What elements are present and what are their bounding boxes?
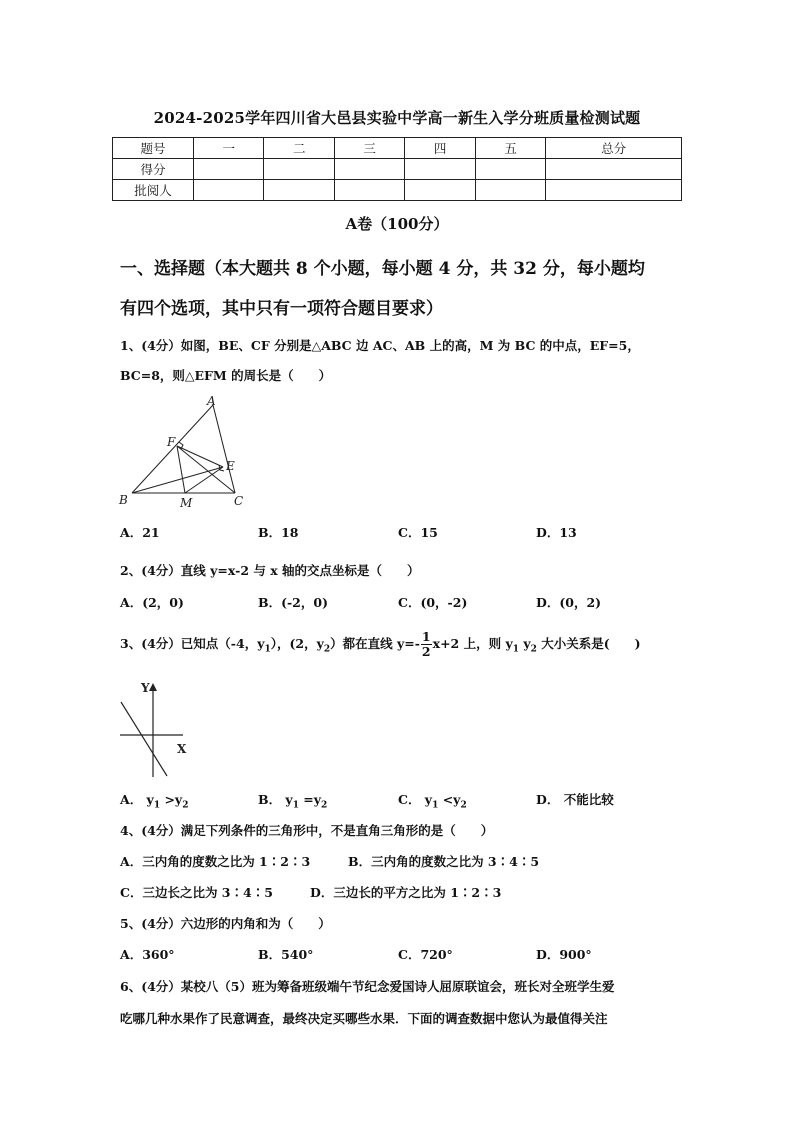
segment-fm	[177, 446, 185, 493]
subscript: 2	[530, 644, 537, 655]
table-cell	[194, 180, 264, 201]
altitude-be	[132, 467, 223, 493]
y-axis-arrow-icon	[149, 683, 157, 691]
subscript: 1	[264, 644, 271, 655]
part-title-line2: 有四个选项，其中只有一项符合题目要求）	[120, 299, 443, 319]
q2-option-a[interactable]: A．(2，0)	[120, 595, 184, 610]
side-ac	[213, 405, 235, 493]
q3-option-a[interactable]	[120, 790, 188, 811]
subscript: 2	[323, 644, 331, 655]
q3-option-b[interactable]	[258, 790, 327, 811]
q3-stem-text: y	[518, 636, 531, 651]
table-cell: 二	[264, 138, 334, 159]
q3-stem-text: 3、(4分）已知点（-4，y	[120, 636, 265, 651]
line-graph	[121, 702, 167, 776]
q2-option-c[interactable]: C．(0，-2)	[398, 595, 468, 610]
option-text: C． y	[398, 792, 433, 807]
table-row	[113, 138, 682, 159]
q1-option-b[interactable]: B．18	[258, 525, 299, 540]
segment-em	[185, 467, 223, 493]
subscript: 2	[460, 800, 467, 811]
label-b: B	[119, 493, 128, 507]
table-cell	[546, 159, 682, 180]
part-title-line1: 一、选择题（本大题共 8 个小题，每小题 4 分，共 32 分，每小题均	[120, 259, 645, 279]
q3-stem-text: x+2 上，则 y	[432, 636, 513, 651]
fraction-numerator: 1	[421, 629, 431, 644]
option-text: <y	[438, 792, 461, 807]
option-text: A． y	[120, 792, 154, 807]
q3-stem	[120, 630, 641, 659]
q1-stem-line1: 1、(4分）如图，BE、CF 分别是△ABC 边 AC、AB 上的高，M 为 BC 的中点，EF=5，	[120, 338, 640, 353]
q5-option-b[interactable]: B．540°	[258, 947, 314, 962]
x-axis-label: X	[177, 742, 187, 756]
fraction-one-half	[421, 630, 432, 659]
q1-option-d[interactable]: D．13	[536, 525, 577, 540]
q2-option-b[interactable]: B．(-2，0)	[258, 595, 328, 610]
table-cell: 四	[405, 138, 475, 159]
table-cell	[405, 159, 475, 180]
table-cell	[334, 180, 404, 201]
q6-stem-line2: 吃哪几种水果作了民意调查，最终决定买哪些水果．下面的调查数据中您认为最值得关注	[120, 1011, 608, 1026]
q4-option-b[interactable]: B．三内角的度数之比为 3∶4∶5	[348, 854, 540, 869]
q5-stem: 5、(4分）六边形的内角和为（ ）	[120, 916, 331, 931]
table-cell: 总分	[546, 138, 682, 159]
label-m: M	[180, 496, 193, 510]
subscript: 2	[182, 800, 189, 811]
subscript: 1	[512, 644, 519, 655]
score-table	[112, 137, 682, 201]
q3-stem-text: ），(2，y	[270, 636, 324, 651]
table-cell	[546, 180, 682, 201]
option-text: B． y	[258, 792, 293, 807]
label-f: F	[167, 435, 176, 449]
y-axis-label: Y	[141, 681, 150, 695]
q4-option-a[interactable]: A．三内角的度数之比为 1∶2∶3	[120, 854, 311, 869]
q4-stem: 4、(4分）满足下列条件的三角形中，不是直角三角形的是（ ）	[120, 823, 494, 838]
fraction-denominator: 2	[421, 644, 431, 659]
q6-stem-line1: 6、(4分）某校八（5）班为筹备班级端午节纪念爱国诗人屈原联谊会，班长对全班学生爱	[120, 979, 615, 994]
option-text: >y	[160, 792, 183, 807]
subscript: 2	[321, 800, 328, 811]
table-cell: 题号	[113, 138, 194, 159]
q3-option-c[interactable]	[398, 790, 467, 811]
table-cell: 得分	[113, 159, 194, 180]
table-cell	[264, 159, 334, 180]
table-cell: 三	[334, 138, 404, 159]
q4-option-d[interactable]: D．三边长的平方之比为 1∶2∶3	[310, 885, 502, 900]
label-e: E	[226, 459, 235, 473]
table-cell	[405, 180, 475, 201]
table-cell	[334, 159, 404, 180]
table-cell	[264, 180, 334, 201]
option-text: D． 不能比较	[536, 792, 614, 807]
q1-option-a[interactable]: A．21	[120, 525, 160, 540]
q5-option-c[interactable]: C．720°	[398, 947, 453, 962]
q1-option-c[interactable]: C．15	[398, 525, 438, 540]
label-a: A	[207, 394, 216, 408]
option-text: =y	[298, 792, 322, 807]
label-c: C	[234, 494, 244, 508]
page-title: 2024-2025学年四川省大邑县实验中学高一新生入学分班质量检测试题	[153, 109, 641, 127]
table-cell: 一	[194, 138, 264, 159]
q3-stem-text: 大小关系是( )	[536, 636, 641, 651]
q1-triangle-figure	[115, 393, 255, 513]
q1-stem-line2: BC=8，则△EFM 的周长是（ ）	[120, 368, 332, 383]
q3-stem-text: ）都在直线 y=-	[330, 636, 420, 651]
side-ab	[132, 405, 213, 493]
table-cell	[194, 159, 264, 180]
q2-stem: 2、(4分）直线 y=x-2 与 x 轴的交点坐标是（ ）	[120, 563, 420, 578]
table-cell	[475, 159, 545, 180]
subscript: 1	[153, 800, 161, 811]
subscript: 1	[432, 800, 439, 811]
table-row	[113, 180, 682, 201]
q5-option-d[interactable]: D．900°	[536, 947, 592, 962]
section-heading: A卷（100分）	[345, 215, 449, 233]
q3-graph-figure	[115, 675, 195, 785]
subscript: 1	[292, 800, 299, 811]
q4-option-c[interactable]: C．三边长之比为 3∶4∶5	[120, 885, 273, 900]
q3-option-d[interactable]	[536, 790, 614, 808]
table-row	[113, 159, 682, 180]
table-cell: 五	[475, 138, 545, 159]
table-cell	[475, 180, 545, 201]
segment-ef	[177, 446, 223, 467]
q5-option-a[interactable]: A．360°	[120, 947, 175, 962]
table-cell: 批阅人	[113, 180, 194, 201]
q2-option-d[interactable]: D．(0，2)	[536, 595, 602, 610]
